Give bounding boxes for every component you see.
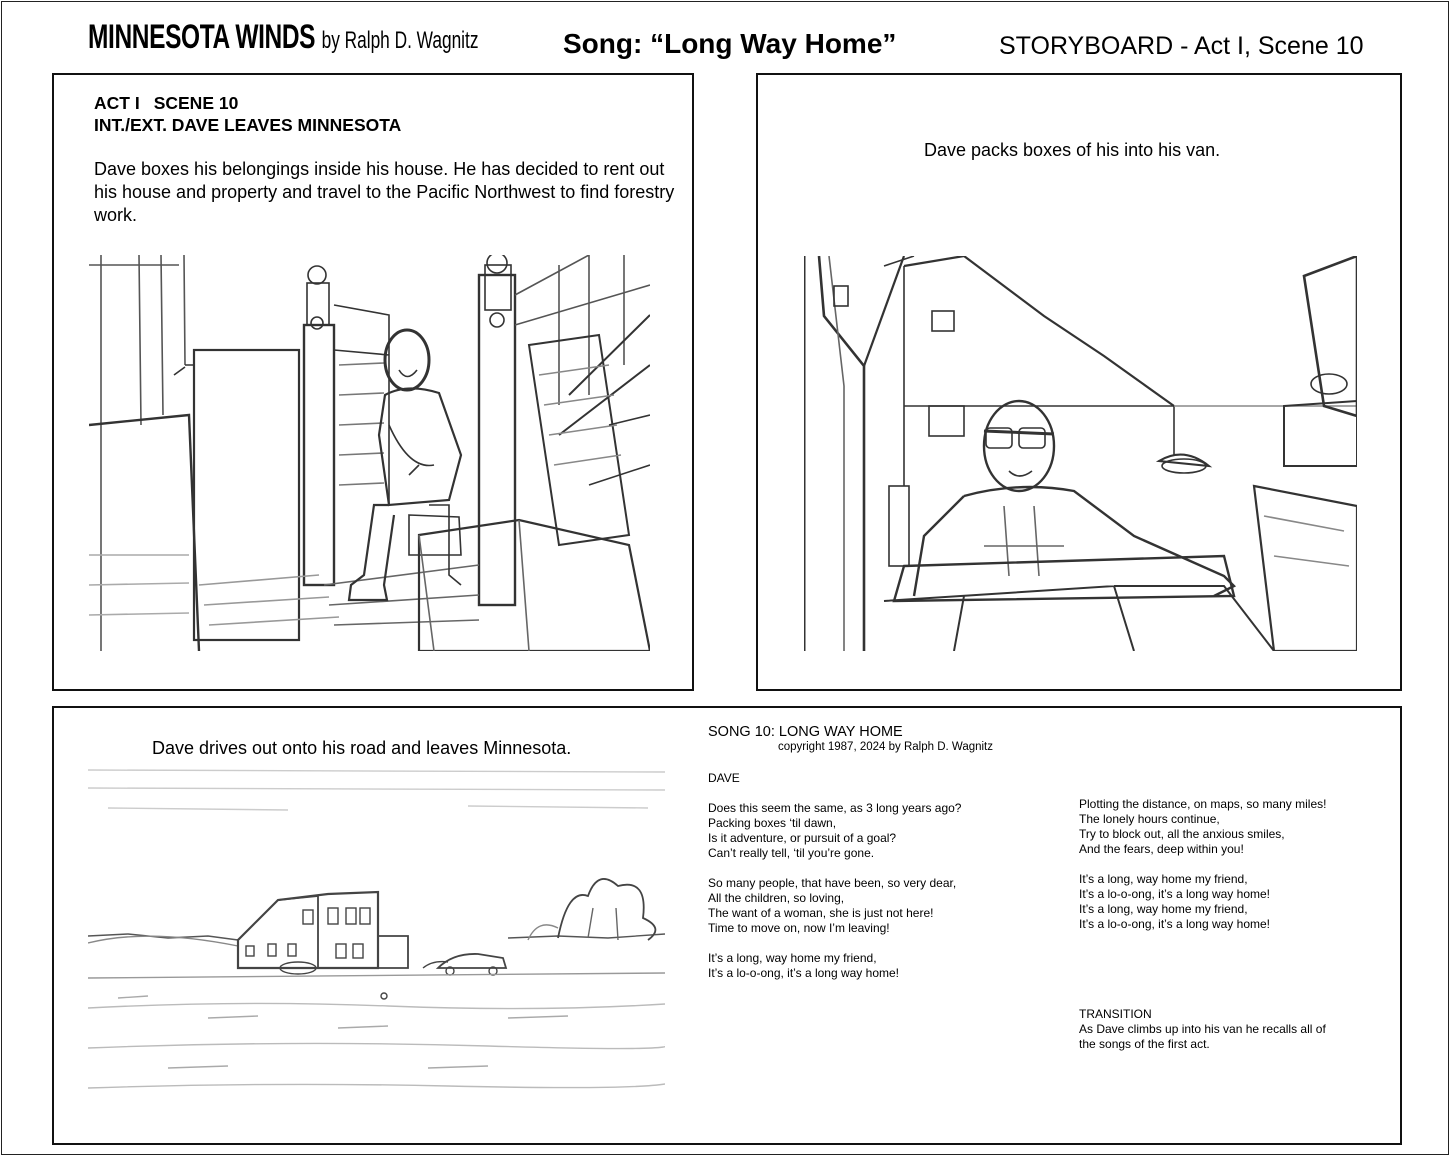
- panel-3-caption: Dave drives out onto his road and leaves Minnesota.: [152, 738, 572, 758]
- lyrics-verse-3: Plotting the distance, on maps, so many miles! The lonely hours continue, Try to block out, all the anxious smiles, And the fears, deep within you!: [1079, 797, 1327, 856]
- scene-description: Dave boxes his belongings inside his house. He has decided to rent out his house and property and travel to the Pacific Northwest to find forestry work.: [94, 159, 675, 225]
- lyrics-chorus-2: It’s a long, way home my friend, It’s a lo-o-ong, it’s a long way home! It’s a long, way home my friend, It’s a lo-o-ong, it’s a long way home!: [1079, 872, 1270, 931]
- storyboard-panel-1: [52, 73, 694, 691]
- song-title: Song: “Long Way Home”: [563, 28, 897, 59]
- panel-2-caption: Dave packs boxes of his into his van.: [924, 140, 1221, 160]
- act-label: ACT I: [94, 93, 140, 113]
- song-heading: SONG 10: LONG WAY HOME: [708, 724, 903, 740]
- song-copyright: copyright 1987, 2024 by Ralph D. Wagnitz: [778, 741, 994, 753]
- play-title: [88, 18, 478, 57]
- storyboard-label: STORYBOARD - Act I, Scene 10: [999, 32, 1364, 60]
- lyrics-verse-2: So many people, that have been, so very dear, All the children, so loving, The want of a woman, she is just not here! Time to move on, now I’m leaving!: [708, 876, 957, 935]
- scene-subheading: INT./EXT. DAVE LEAVES MINNESOTA: [94, 115, 402, 135]
- title-text: MINNESOTA WINDS: [88, 18, 316, 56]
- byline: by Ralph D. Wagnitz: [321, 27, 479, 54]
- storyboard-panel-3: [52, 706, 1402, 1145]
- sketch-image-farmhouse-field: [88, 768, 665, 1124]
- lyrics-verse-1: Does this seem the same, as 3 long years ago? Packing boxes ‘til dawn, Is it adventure, or pursuit of a goal? Can’t really tell, ‘til you’re gone.: [708, 801, 962, 860]
- character-name: DAVE: [708, 771, 740, 785]
- transition-label: TRANSITION: [1079, 1007, 1152, 1021]
- scene-heading: [94, 92, 401, 136]
- scene-label: SCENE 10: [153, 93, 239, 113]
- storyboard-panel-2: [756, 73, 1402, 691]
- sketch-image-dave-sitting: [89, 255, 650, 651]
- lyrics-chorus-1: It’s a long, way home my friend, It’s a lo-o-ong, it’s a long way home!: [708, 951, 899, 980]
- sketch-image-dave-packing-van: [804, 256, 1357, 651]
- transition-text: As Dave climbs up into his van he recalls all of the songs of the first act.: [1079, 1022, 1326, 1051]
